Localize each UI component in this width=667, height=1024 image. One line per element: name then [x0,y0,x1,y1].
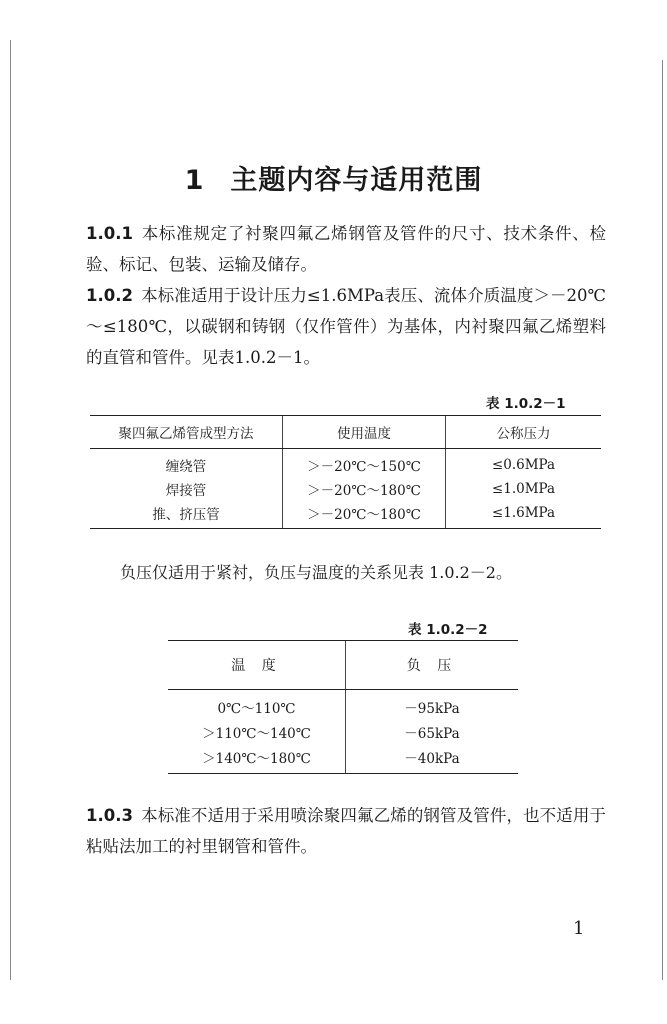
negative-pressure-note: 负压仅适用于紧衬，负压与温度的关系见表 1.0.2－2。 [120,563,512,582]
clause-number: 1.0.2 [86,286,133,305]
table-cell: ＞140℃～180℃ [168,744,346,774]
table-header-cell: 使用温度 [283,416,446,449]
table-cell: ≤0.6MPa [446,449,602,478]
table-1-0-2-1 [90,415,601,529]
table-row [168,690,518,720]
table-row [90,501,601,529]
table-cell: 焊接管 [165,483,207,499]
table-header-cell: 聚四氟乙烯管成型方法 [90,416,283,449]
table-cell: 推、挤压管 [90,501,283,529]
clause-text: 本标准规定了衬聚四氟乙烯钢管及管件的尺寸、技术条件、检验、标记、包装、运输及储存。 [86,224,606,274]
clause-number: 1.0.1 [86,224,133,243]
table-cell: ＞－20℃～180℃ [283,501,446,529]
table-1-caption: 表 1.0.2－1 [486,396,566,412]
table-row [90,477,601,501]
table-cell: ＞110℃～140℃ [202,725,311,742]
table-cell: 0℃～110℃ [217,700,296,717]
scan-edge-line [662,60,663,980]
page-number: 1 [573,918,585,939]
table-header-row [90,416,601,449]
section-title-text: 主题内容与适用范围 [230,165,483,196]
table-cell: ＞－20℃～150℃ [283,449,446,478]
clause-1-0-1 [86,218,606,280]
table-cell: －40kPa [346,744,519,774]
section-number: 1 [184,165,205,196]
table-header-cell: 温 度 [168,641,346,690]
table-cell: －95kPa [346,690,519,720]
table-row [168,744,518,774]
table-cell: －65kPa [346,719,519,744]
section-title [0,158,667,197]
table-row [168,719,518,744]
clause-text: 本标准不适用于采用喷涂聚四氟乙烯的钢管及管件，也不适用于粘贴法加工的衬里钢管和管件。 [86,806,606,856]
table-cell: 缠绕管 [165,459,207,475]
table-header-row [168,641,518,690]
table-cell: ≤1.6MPa [446,501,602,529]
table-2-caption: 表 1.0.2－2 [408,622,488,638]
table-header-cell: 公称压力 [446,416,602,449]
table-cell: ≤1.0MPa [446,477,602,501]
table-header-cell: 负 压 [346,641,519,690]
clause-1-0-2 [86,280,606,373]
table-row [90,449,601,478]
table-cell: ＞－20℃～180℃ [283,477,446,501]
clause-1-0-3 [86,800,606,862]
clause-text: 本标准适用于设计压力≤1.6MPa表压、流体介质温度＞－20℃～≤180℃，以碳钢和铸钢（仅作管件）为基体，内衬聚四氟乙烯塑料的直管和管件。见表1.0.2－1。 [86,286,606,367]
table-1-0-2-2 [168,640,518,774]
clause-number: 1.0.3 [86,806,133,825]
